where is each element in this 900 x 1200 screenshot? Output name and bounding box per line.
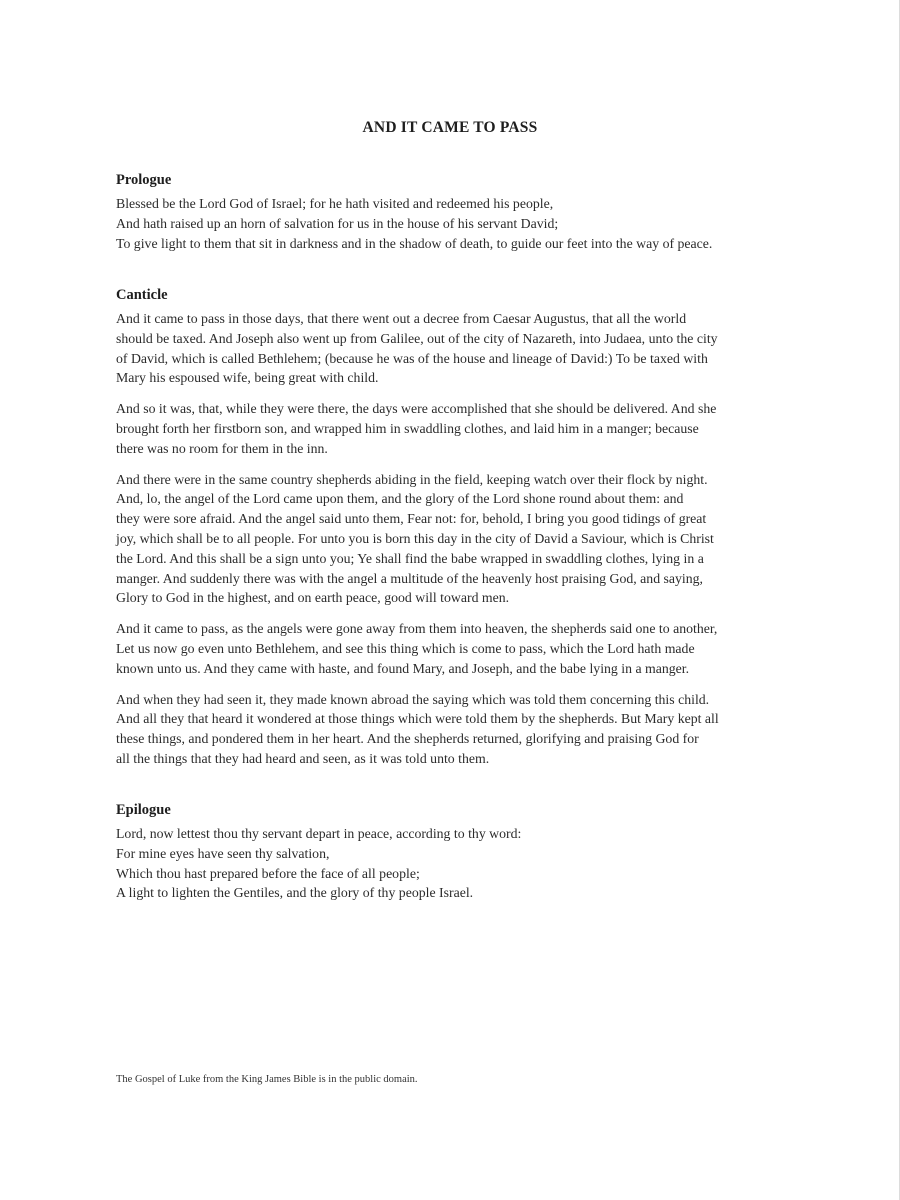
paragraph-line: the Lord. And this shall be a sign unto you; Ye shall find the babe wrapped in swaddling clothes, lying in a [116,550,704,566]
paragraph-line: should be taxed. And Joseph also went up from Galilee, out of the city of Nazareth, into Judaea, unto the city [116,330,718,346]
paragraph-line: of David, which is called Bethlehem; (because he was of the house and lineage of David:) To be taxed with [116,350,708,366]
epilogue-lines [116,824,786,903]
paragraph-line: joy, which shall be to all people. For unto you is born this day in the city of David a Saviour, which is Christ [116,530,714,546]
paragraph-line: there was no room for them in the inn. [116,440,328,456]
prologue-section [116,170,786,253]
paragraph-line: manger. And suddenly there was with the angel a multitude of the heavenly host praising God, and saying, [116,570,704,586]
canticle-paragraph [116,690,786,769]
canticle-paragraph [116,470,786,609]
paragraph-line: And there were in the same country shepherds abiding in the field, keeping watch over their flock by night. [116,471,708,487]
paragraph-line: And it came to pass in those days, that there went out a decree from Caesar Augustus, that all the world [116,311,687,326]
canticle-paragraph [116,399,786,458]
canticle-body [116,309,786,769]
canticle-section [116,285,786,780]
footer-note: The Gospel of Luke from the King James Bible is in the public domain. [116,1074,418,1085]
paragraph-line: brought forth her firstborn son, and wrapped him in swaddling clothes, and laid him in a manger; because [116,420,699,436]
epilogue-section [116,800,786,903]
canticle-heading: Canticle [116,287,168,303]
paragraph-line: all the things that they had heard and seen, as it was told unto them. [116,750,490,766]
prologue-lines [116,194,786,253]
prologue-line: And hath raised up an horn of salvation for us in the house of his servant David; [116,215,559,231]
epilogue-line: A light to lighten the Gentiles, and the glory of thy people Israel. [116,885,474,901]
paragraph-line: these things, and pondered them in her heart. And the shepherds returned, glorifying and praising God for [116,731,699,747]
paragraph-line: known unto us. And they came with haste, and found Mary, and Joseph, and the babe lying in a manger. [116,660,690,676]
page-title: AND IT CAME TO PASS [362,119,538,136]
paragraph-line: they were sore afraid. And the angel said unto them, Fear not: for, behold, I bring you good tidings of great [116,511,707,527]
prologue-line: Blessed be the Lord God of Israel; for he hath visited and redeemed his people, [116,196,554,211]
paragraph-line: Let us now go even unto Bethlehem, and see this thing which is come to pass, which the Lord hath made [116,640,695,656]
epilogue-heading: Epilogue [116,802,171,818]
paragraph-line: And when they had seen it, they made known abroad the saying which was told them concerning this child. [116,691,710,707]
paragraph-line: Mary his espoused wife, being great with child. [116,370,379,386]
prologue-line: To give light to them that sit in darkness and in the shadow of death, to guide our feet into the way of peace. [116,235,713,251]
paragraph-line: Glory to God in the highest, and on earth peace, good will toward men. [116,590,510,606]
epilogue-line: Lord, now lettest thou thy servant depart in peace, according to thy word: [116,826,522,841]
epilogue-line: For mine eyes have seen thy salvation, [116,845,330,861]
canticle-paragraph [116,309,786,388]
prologue-heading: Prologue [116,172,172,188]
paragraph-line: And it came to pass, as the angels were gone away from them into heaven, the shepherds said one to another, [116,621,718,637]
paragraph-line: And, lo, the angel of the Lord came upon them, and the glory of the Lord shone round about them: and [116,491,684,507]
canticle-paragraph [116,619,786,678]
paragraph-line: And all they that heard it wondered at those things which were told them by the shepherds. But Mary kept all [116,711,719,727]
paragraph-line: And so it was, that, while they were there, the days were accomplished that she should be delivered. And she [116,401,717,417]
epilogue-line: Which thou hast prepared before the face of all people; [116,865,420,881]
